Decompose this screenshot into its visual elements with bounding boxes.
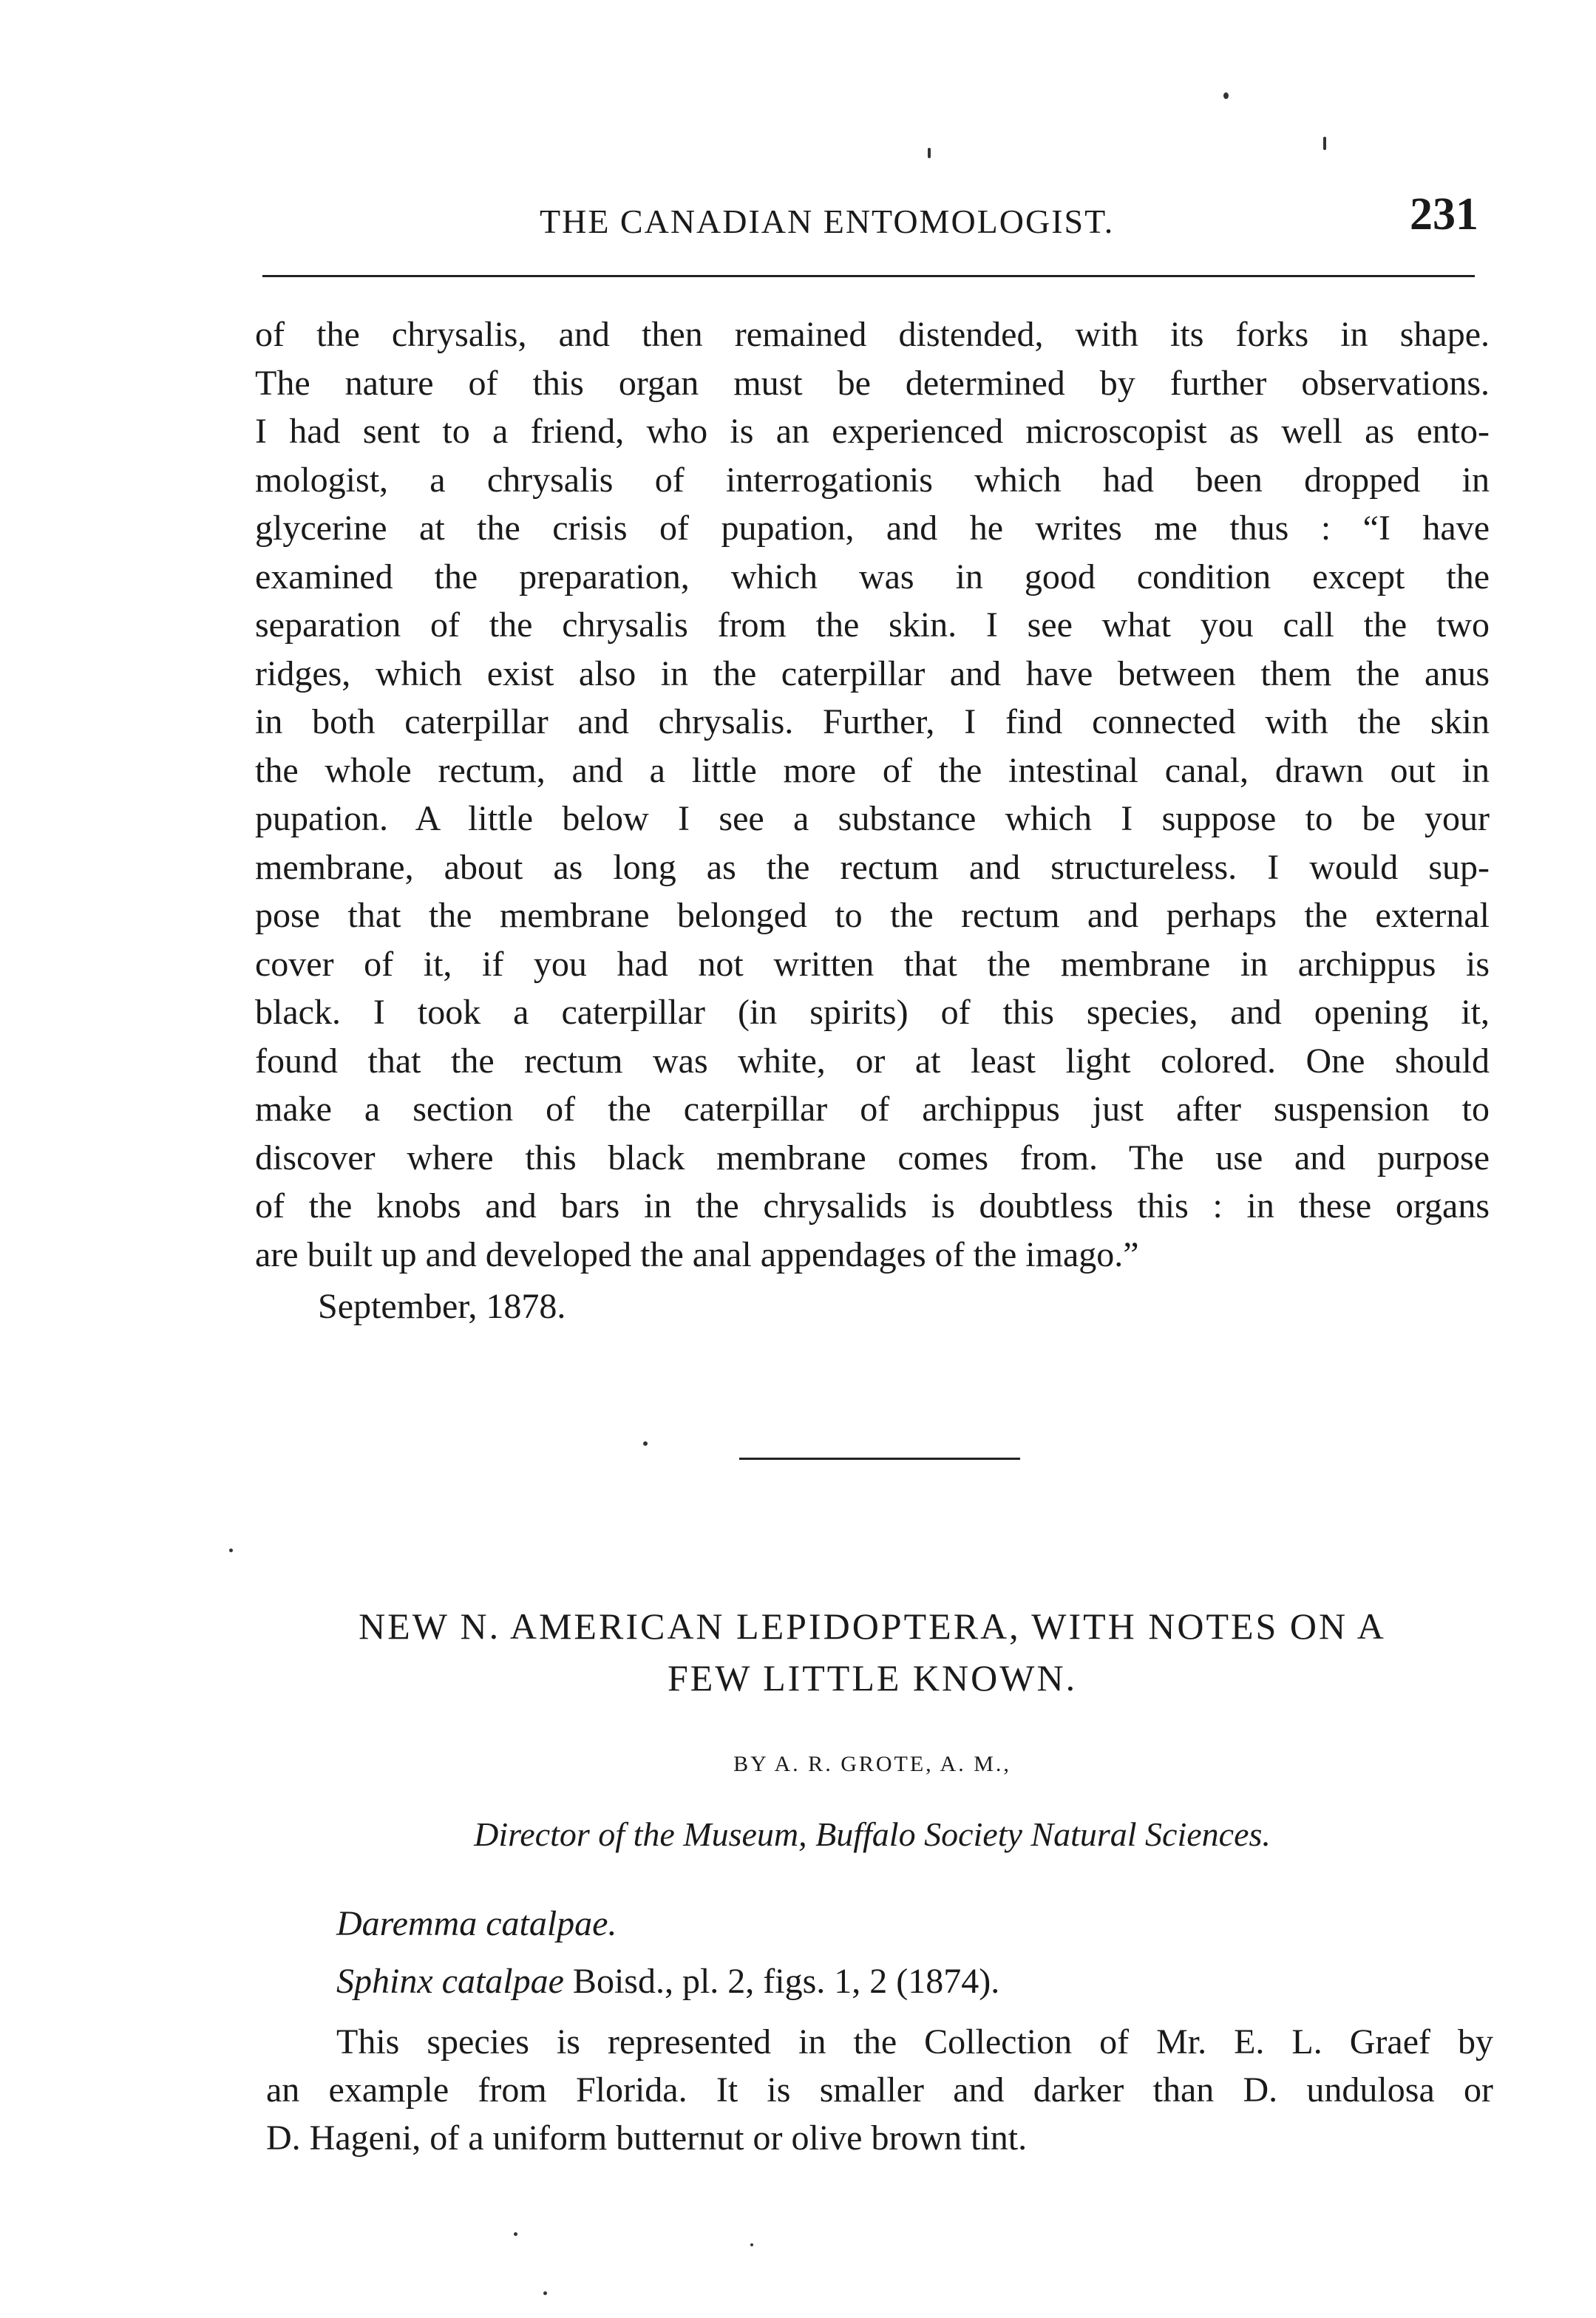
species-name: Daremma catalpae. bbox=[336, 1904, 617, 1943]
description-line: D. Hageni, of a uniform butternut or olive brown tint. bbox=[266, 2118, 1028, 2158]
scan-speck bbox=[1223, 92, 1229, 99]
header-rule bbox=[262, 275, 1475, 277]
body-line: in both caterpillar and chrysalis. Further, I find connected with the skin bbox=[255, 702, 1490, 741]
body-line: membrane, about as long as the rectum and structureless. I would sup- bbox=[255, 847, 1490, 887]
scan-speck bbox=[928, 148, 931, 158]
scan-speck bbox=[514, 2232, 517, 2236]
author-affiliation: Director of the Museum, Buffalo Society Natural Sciences. bbox=[474, 1815, 1271, 1853]
body-line: found that the rectum was white, or at least light colored. One should bbox=[255, 1041, 1490, 1081]
synonym-line bbox=[336, 1961, 999, 2002]
journal-title: THE CANADIAN ENTOMOLOGIST. bbox=[540, 203, 1115, 240]
running-head bbox=[259, 188, 1478, 248]
body-line: of the chrysalis, and then remained distended, with its forks in shape. bbox=[255, 315, 1490, 354]
species-description bbox=[266, 2018, 1493, 2162]
letter-body bbox=[255, 310, 1490, 1279]
body-line: black. I took a caterpillar (in spirits) of this species, and opening it, bbox=[255, 993, 1490, 1032]
description-line: This species is represented in the Collection of Mr. E. L. Graef by bbox=[336, 2022, 1493, 2062]
body-line: discover where this black membrane comes from. The use and purpose bbox=[255, 1138, 1490, 1177]
article-title-line-1: NEW N. AMERICAN LEPIDOPTERA, WITH NOTES ON A bbox=[359, 1605, 1386, 1647]
article-title-line-2: FEW LITTLE KNOWN. bbox=[667, 1657, 1078, 1699]
synonym-reference: Boisd., pl. 2, figs. 1, 2 (1874). bbox=[563, 1962, 1000, 2001]
synonym-name: Sphinx catalpae bbox=[336, 1962, 564, 2001]
body-line: glycerine at the crisis of pupation, and he writes me thus : “I have bbox=[255, 509, 1490, 548]
section-separator-rule bbox=[739, 1458, 1020, 1460]
body-line: cover of it, if you had not written that the membrane in archippus is bbox=[255, 944, 1490, 984]
scan-speck bbox=[543, 2291, 547, 2295]
description-line: an example from Florida. It is smaller and darker than D. undulosa or bbox=[266, 2070, 1493, 2110]
body-line: pose that the membrane belonged to the rectum and perhaps the external bbox=[255, 896, 1490, 935]
scan-speck bbox=[1323, 137, 1326, 150]
article-title bbox=[222, 1600, 1523, 1704]
body-line: make a section of the caterpillar of archippus just after suspension to bbox=[255, 1090, 1490, 1129]
author-byline: BY A. R. GROTE, A. M., bbox=[733, 1752, 1011, 1776]
body-line: of the knobs and bars in the chrysalids is doubtless this : in these organs bbox=[255, 1186, 1490, 1226]
page-number: 231 bbox=[1410, 189, 1478, 239]
signature-date: September, 1878. bbox=[318, 1287, 566, 1326]
scan-speck bbox=[750, 2243, 753, 2246]
scan-speck bbox=[643, 1441, 648, 1446]
body-line: ridges, which exist also in the caterpillar and have between them the anus bbox=[255, 653, 1490, 693]
body-line: examined the preparation, which was in good condition except the bbox=[255, 557, 1490, 597]
body-line: I had sent to a friend, who is an experienced microscopist as well as ento- bbox=[255, 412, 1490, 451]
body-line: the whole rectum, and a little more of the intestinal canal, drawn out in bbox=[255, 750, 1490, 790]
scan-speck bbox=[229, 1549, 233, 1552]
body-line: The nature of this organ must be determined by further observations. bbox=[255, 363, 1490, 403]
body-line: mologist, a chrysalis of interrogationis which had been dropped in bbox=[255, 460, 1490, 500]
body-line: pupation. A little below I see a substance which I suppose to be your bbox=[255, 799, 1490, 838]
body-line: separation of the chrysalis from the skin. I see what you call the two bbox=[255, 605, 1490, 645]
body-line-last: are built up and developed the anal appendages of the imago.” bbox=[255, 1234, 1139, 1274]
